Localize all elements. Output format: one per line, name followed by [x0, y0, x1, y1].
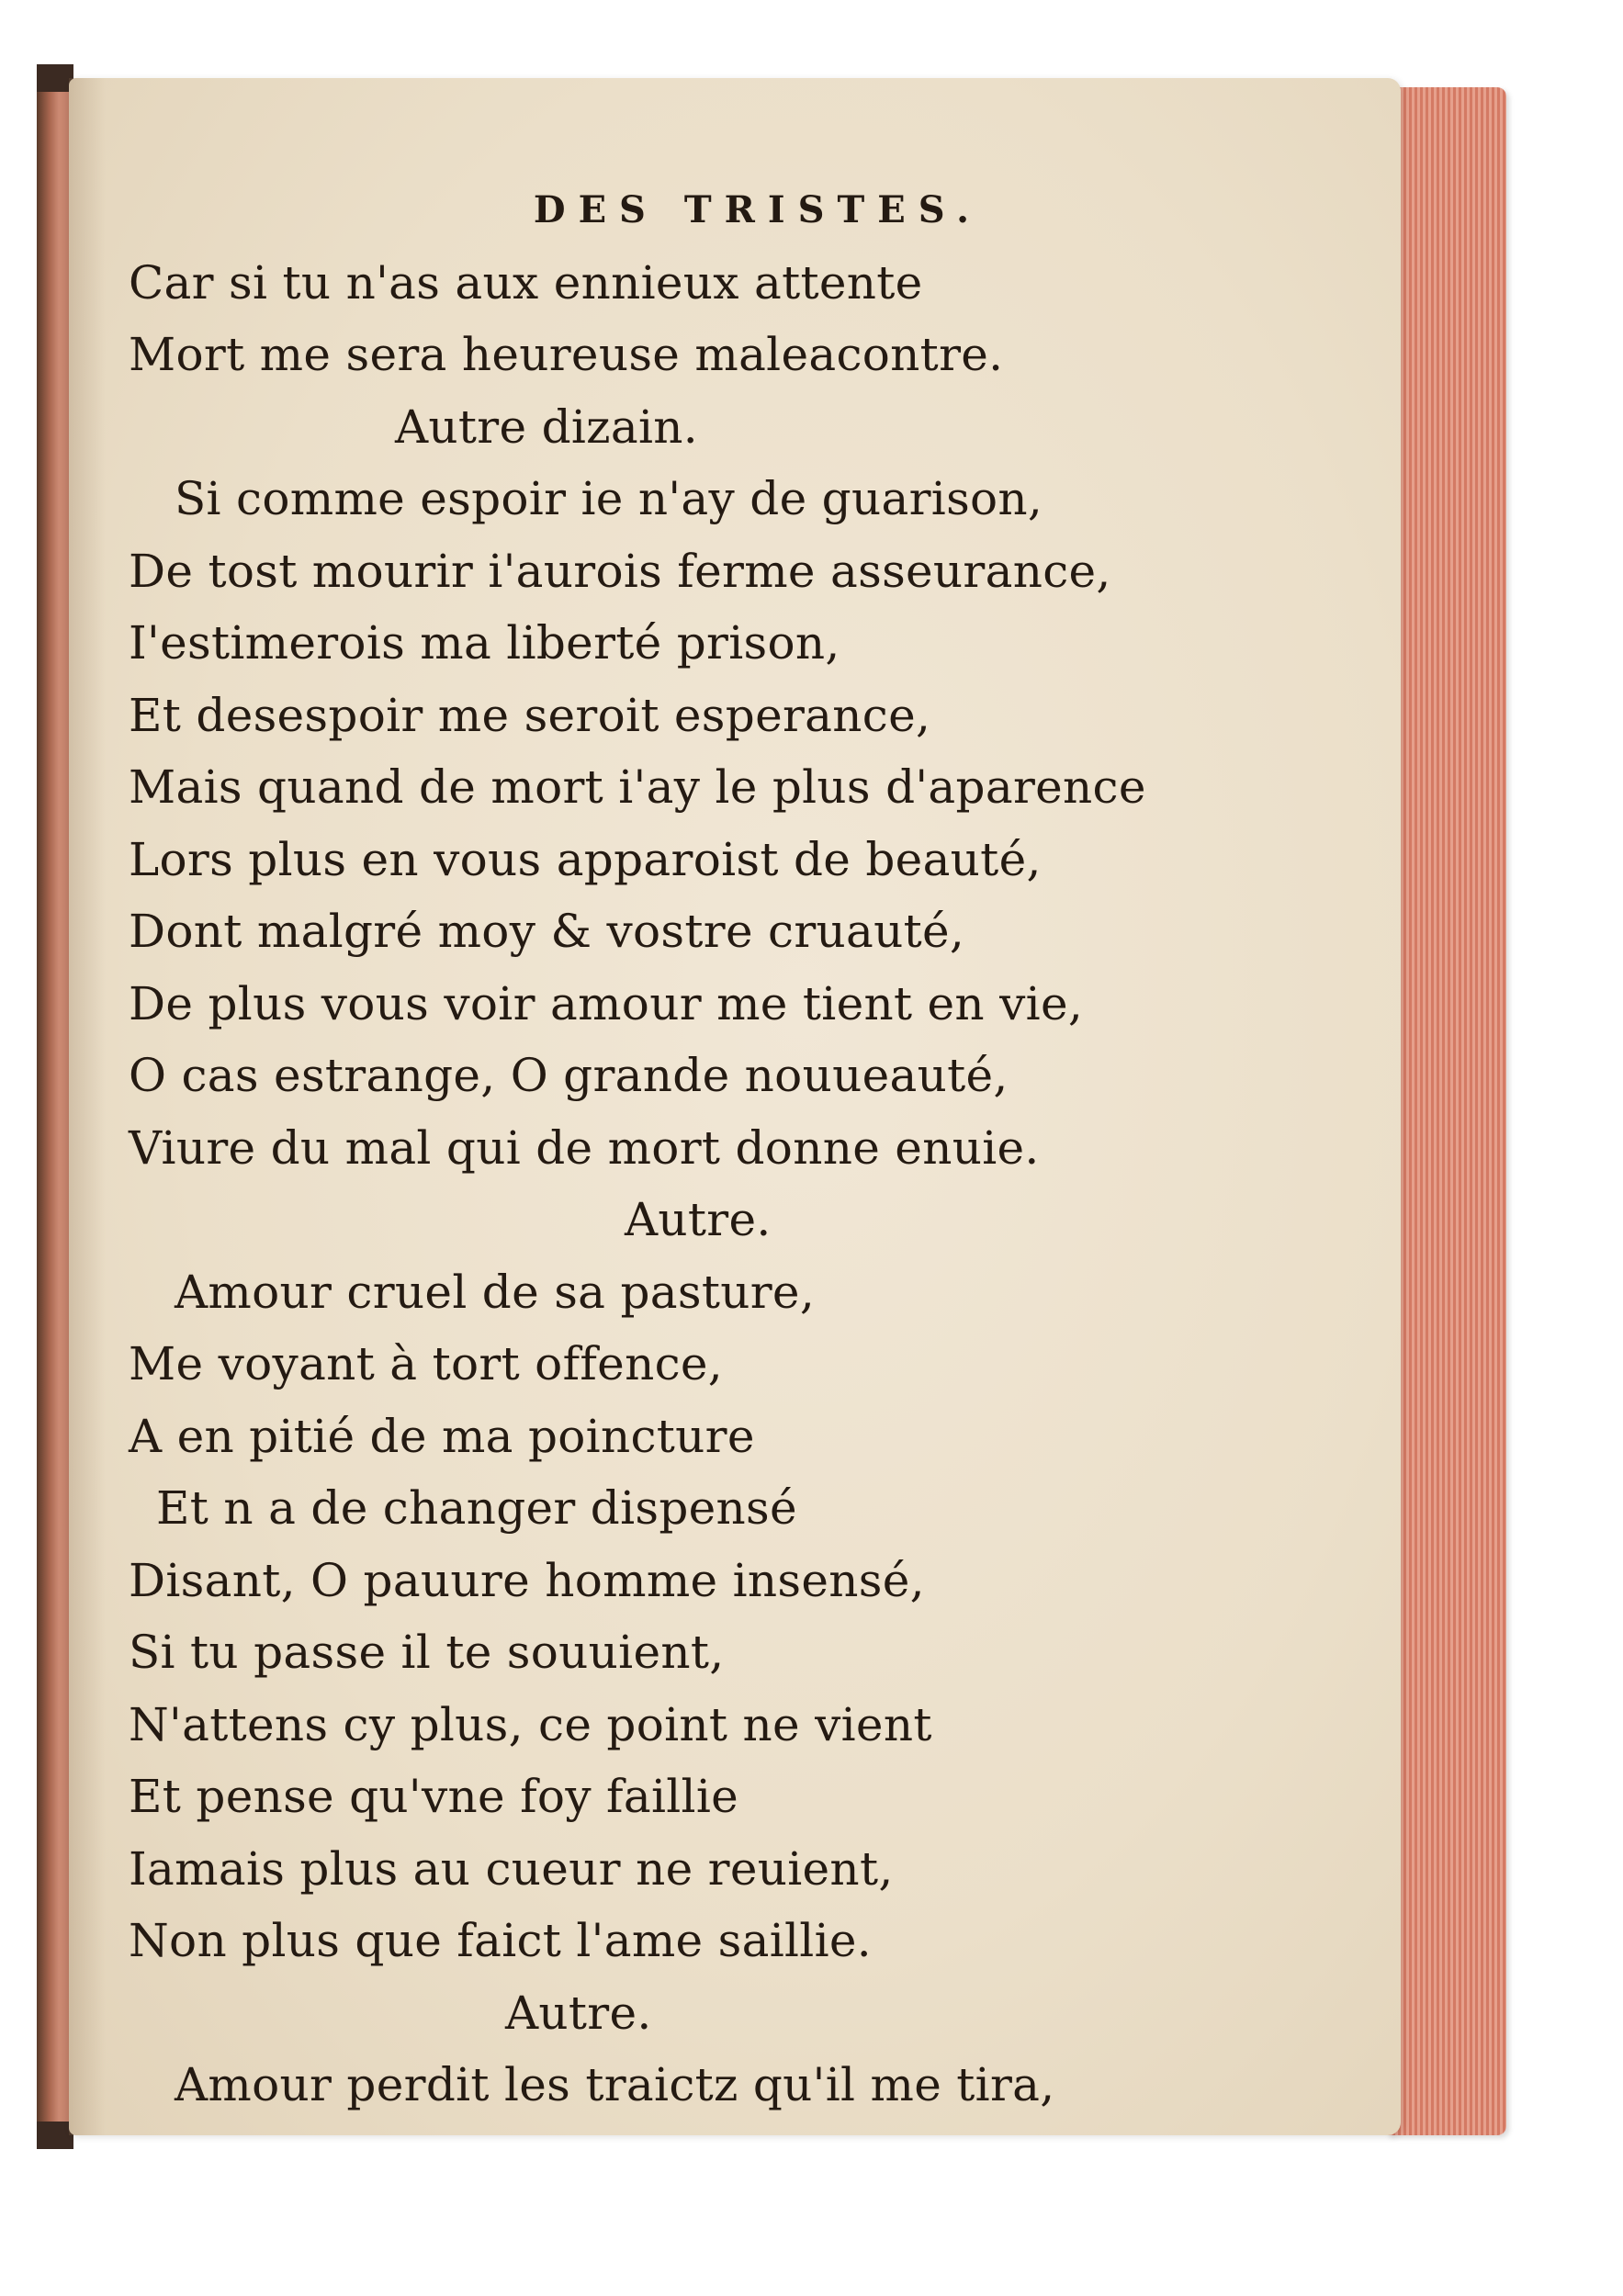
running-head: DES TRISTES. — [533, 188, 983, 231]
verse-line: Dont malgré moy & vostre cruauté, — [129, 905, 965, 958]
verse-line: De tost mourir i'aurois ferme asseurance, — [129, 544, 1111, 598]
book-binding — [37, 64, 73, 2131]
verse-line: De plus vous voir amour me tient en vie, — [129, 976, 1084, 1030]
verse-line: Disant, O pauure homme insensé, — [129, 1553, 925, 1607]
verse-line: Et desespoir me seroit esperance, — [129, 688, 931, 742]
verse-line: Me voyant à tort offence, — [129, 1337, 723, 1390]
verse-line: Iamais plus au cueur ne reuient, — [129, 1841, 894, 1896]
section-title: Autre. — [625, 1193, 772, 1246]
verse-line: Si tu passe il te souuient, — [129, 1626, 725, 1679]
section-title: Autre dizain. — [395, 400, 698, 454]
page-edges — [1387, 87, 1506, 2135]
verse-line: Non plus que faict l'ame saillie. — [129, 1914, 872, 1967]
verse-line: Si comme espoir ie n'ay de guarison, — [175, 472, 1043, 525]
verse-line: Car si tu n'as aux ennieux attente — [129, 255, 923, 310]
verse-line: I'estimerois ma liberté prison, — [129, 616, 840, 670]
verse-line: Viure du mal qui de mort donne enuie. — [129, 1120, 1040, 1175]
binding-band-bottom — [37, 2122, 73, 2149]
binding-band-top — [37, 64, 73, 92]
verse-line: O cas estrange, O grande nouueauté, — [129, 1049, 1009, 1102]
verse-line: Et pense qu'vne foy faillie — [129, 1770, 739, 1823]
verse-line: Lors plus en vous apparoist de beauté, — [129, 832, 1042, 886]
verse-line: N'attens cy plus, ce point ne vient — [129, 1697, 932, 1751]
section-title: Autre. — [505, 1986, 652, 2040]
verse-line: A en pitié de ma poincture — [129, 1409, 755, 1463]
verse-line: Et n a de changer dispensé — [156, 1481, 797, 1535]
page-text — [129, 174, 1277, 2122]
verse-line: Mort me sera heureuse maleacontre. — [129, 328, 1004, 381]
verse-line: Amour cruel de sa pasture, — [175, 1265, 816, 1319]
verse-line: Mais quand de mort i'ay le plus d'aparence — [129, 760, 1146, 814]
verse-line: Amour perdit les traictz qu'il me tira, — [175, 2058, 1055, 2111]
gutter-shadow — [69, 78, 106, 2135]
